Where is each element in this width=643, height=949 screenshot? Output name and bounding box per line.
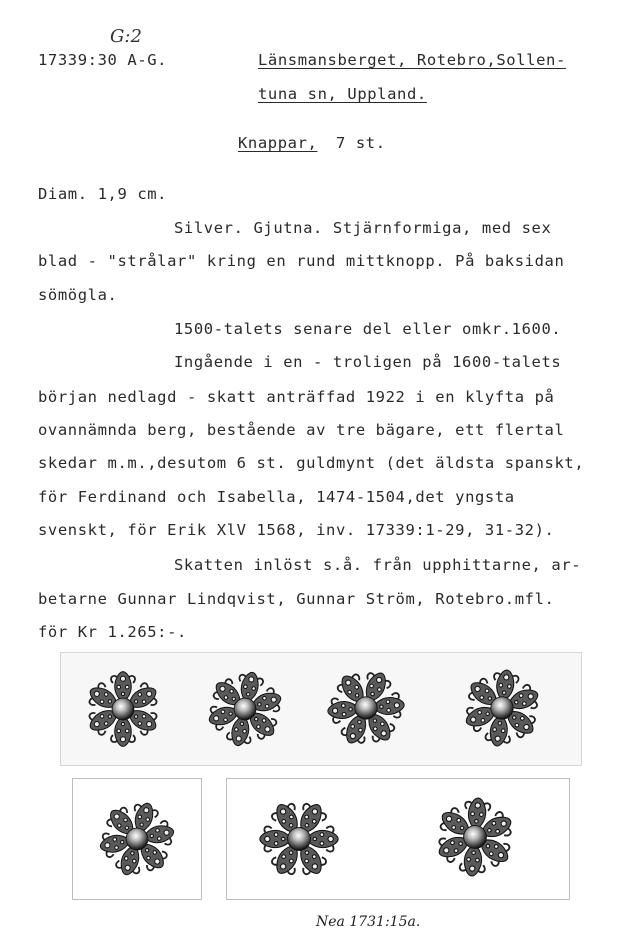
context-line: Ingående i en - troligen på 1600-talets	[174, 353, 562, 371]
description-line: Silver. Gjutna. Stjärnformiga, med sex	[174, 219, 552, 237]
inventory-number: 17339:30 A-G.	[38, 51, 168, 69]
context-line: ovannämnda berg, bestående av tre bägare, ett flertal	[38, 421, 565, 439]
location-line-1: Länsmansberget, Rotebro,Sollen-	[258, 51, 566, 69]
object-count: 7 st.	[336, 134, 386, 152]
acquisition-line: för Kr 1.265:-.	[38, 623, 187, 641]
diameter: Diam. 1,9 cm.	[38, 185, 168, 203]
star-button-photo	[81, 667, 165, 751]
photo-button-bottom-left	[72, 778, 202, 900]
object-name: Knappar,	[238, 134, 318, 152]
handwritten-mark: G:2	[110, 26, 142, 47]
context-line: början nedlagd - skatt anträffad 1922 i en klyfta på	[38, 388, 555, 406]
location-line-2: tuna sn, Uppland.	[258, 85, 427, 103]
star-button-photo	[95, 797, 179, 881]
context-line: svenskt, för Erik XlV 1568, inv. 17339:1-29, 31-32).	[38, 521, 555, 539]
star-button-photo	[255, 795, 343, 883]
star-button-photo	[431, 793, 519, 881]
description-line: blad - "strålar" kring en rund mittknopp. På baksidan	[38, 252, 565, 270]
photo-buttons-top	[60, 652, 582, 766]
star-button-photo	[323, 665, 409, 751]
context-line: för Ferdinand och Isabella, 1474-1504,det yngsta	[38, 488, 515, 506]
photo-buttons-bottom-right	[226, 778, 570, 900]
acquisition-line: Skatten inlöst s.å. från upphittarne, ar-	[174, 556, 582, 574]
star-button-photo	[203, 667, 287, 751]
description-line: sömögla.	[38, 286, 118, 304]
dating-line: 1500-talets senare del eller omkr.1600.	[174, 320, 562, 338]
context-line: skedar m.m.,desutom 6 st. guldmynt (det äldsta spanskt,	[38, 454, 585, 472]
photo-reference: Nea 1731:15a.	[316, 914, 421, 930]
star-button-photo	[459, 665, 545, 751]
acquisition-line: betarne Gunnar Lindqvist, Gunnar Ström, Rotebro.mfl.	[38, 590, 555, 608]
